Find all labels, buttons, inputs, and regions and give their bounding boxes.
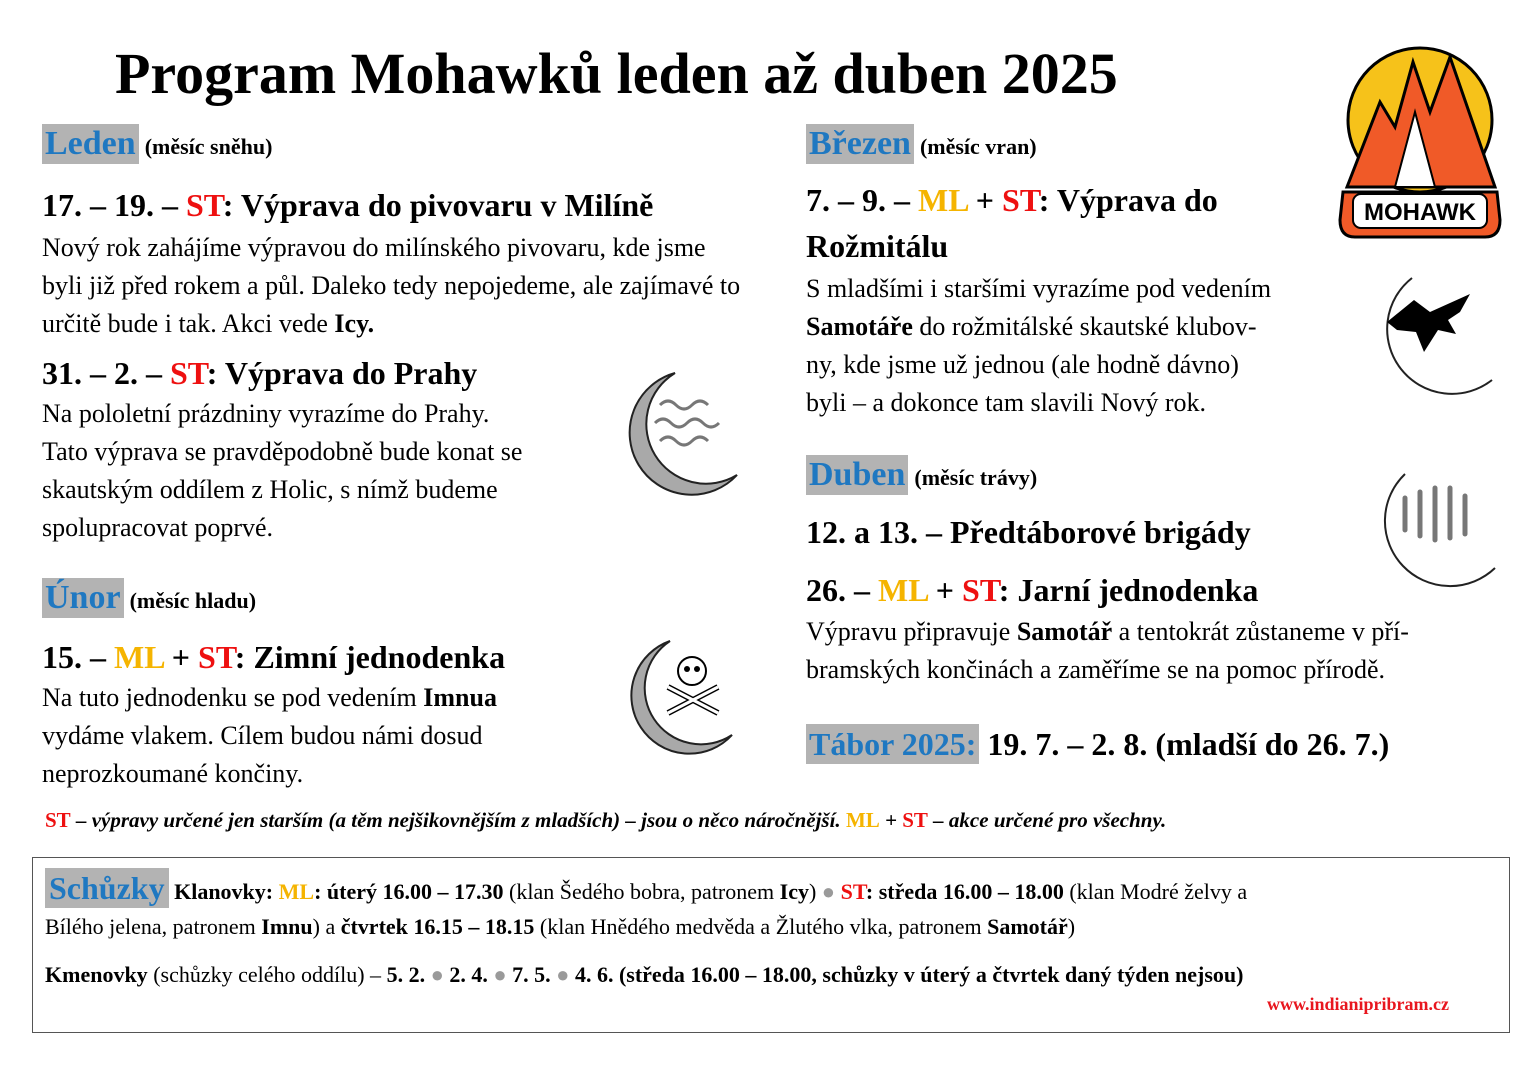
month-sub: (měsíc sněhu) xyxy=(144,134,273,159)
schuzky-label: Schůzky xyxy=(45,868,169,908)
event-heading: 12. a 13. – Předtáborové brigády xyxy=(806,514,1251,550)
tabor-dates: 19. 7. – 2. 8. (mladší do 26. 7.) xyxy=(979,726,1390,762)
month-duben xyxy=(806,455,1037,495)
schuzky-line-3: Kmenovky (schůzky celého oddílu) – 5. 2. ● 2. 4. ● 7. 5. ● 4. 6. (středa 16.00 – 18.00, schůzky v úterý a čtvrtek daný týden nejsou) xyxy=(45,962,1244,987)
month-sub: (měsíc hladu) xyxy=(129,588,257,613)
website-link[interactable]: www.indianipribram.cz xyxy=(1267,994,1450,1014)
moon-skull-icon xyxy=(610,635,740,765)
month-label: Únor xyxy=(42,578,124,618)
moon-waves-icon xyxy=(605,365,745,505)
month-label: Duben xyxy=(806,455,908,495)
month-label: Leden xyxy=(42,124,139,164)
event-text: Nový rok zahájíme výpravou do milínského pivovaru, kde jsme byli již před rokem a půl. Daleko tedy nepojedeme, ale zajímavé to určitě bude i tak. Akci vede Icy. xyxy=(42,233,741,338)
event-heading: 17. – 19. – ST: Výprava do pivovaru v Milíně xyxy=(42,187,654,223)
legend-note: ST – výpravy určené jen starším (a těm nejšikovnějším z mladších) – jsou o něco náročnější. ML + ST – akce určené pro všechny. xyxy=(45,808,1167,832)
month-label: Březen xyxy=(806,124,914,164)
event-text: Výpravu připravuje Samotář a tentokrát zůstaneme v pří- bramských končinách a zaměříme se na pomoc přírodě. xyxy=(806,617,1409,684)
month-sub: (měsíc trávy) xyxy=(914,465,1038,490)
event-text: Na tuto jednodenku se pod vedením Imnua vydáme vlakem. Cílem budou námi dosud neprozkoumané končiny. xyxy=(42,683,497,788)
schuzky-line-1: Schůzky Klanovky: ML: úterý 16.00 – 17.30 (klan Šedého bobra, patronem Icy) ● ST: středa 16.00 – 18.00 (klan Modré želvy a xyxy=(45,868,1247,909)
month-sub: (měsíc vran) xyxy=(919,134,1037,159)
tabor-line xyxy=(806,724,1389,764)
event-text: S mladšími i staršími vyrazíme pod vedením Samotáře do rožmitálské skautské klubov- ny, kde jsme už jednou (ale hodně dávno) byli – a dokonce tam slavili Nový rok. xyxy=(806,274,1272,417)
logo-text: MOHAWK xyxy=(1364,199,1476,226)
mohawk-logo xyxy=(1335,42,1505,252)
event-text: Na pololetní prázdniny vyrazíme do Prahy. Tato výprava se pravděpodobně bude konat se skautským oddílem z Holic, s nímž budeme spolupracovat poprvé. xyxy=(42,399,523,542)
tabor-label: Tábor 2025: xyxy=(806,724,979,764)
schuzky-line-2: Bílého jelena, patronem Imnu) a čtvrtek 16.15 – 18.15 (klan Hnědého medvěda a Žlutého vlka, patronem Samotář) xyxy=(45,914,1076,939)
event-heading: 31. – 2. – ST: Výprava do Prahy xyxy=(42,355,478,391)
moon-rain-icon xyxy=(1345,468,1500,608)
month-leden xyxy=(42,124,272,164)
month-unor xyxy=(42,578,256,618)
page-title: Program Mohawků leden až duben 2025 xyxy=(115,41,1118,106)
event-heading: 7. – 9. – ML + ST: Výprava do Rožmitálu xyxy=(806,182,1218,264)
event-heading: 26. – ML + ST: Jarní jednodenka xyxy=(806,572,1259,608)
moon-bird-icon xyxy=(1352,272,1502,412)
event-heading: 15. – ML + ST: Zimní jednodenka xyxy=(42,639,506,675)
month-brezen xyxy=(806,124,1037,164)
